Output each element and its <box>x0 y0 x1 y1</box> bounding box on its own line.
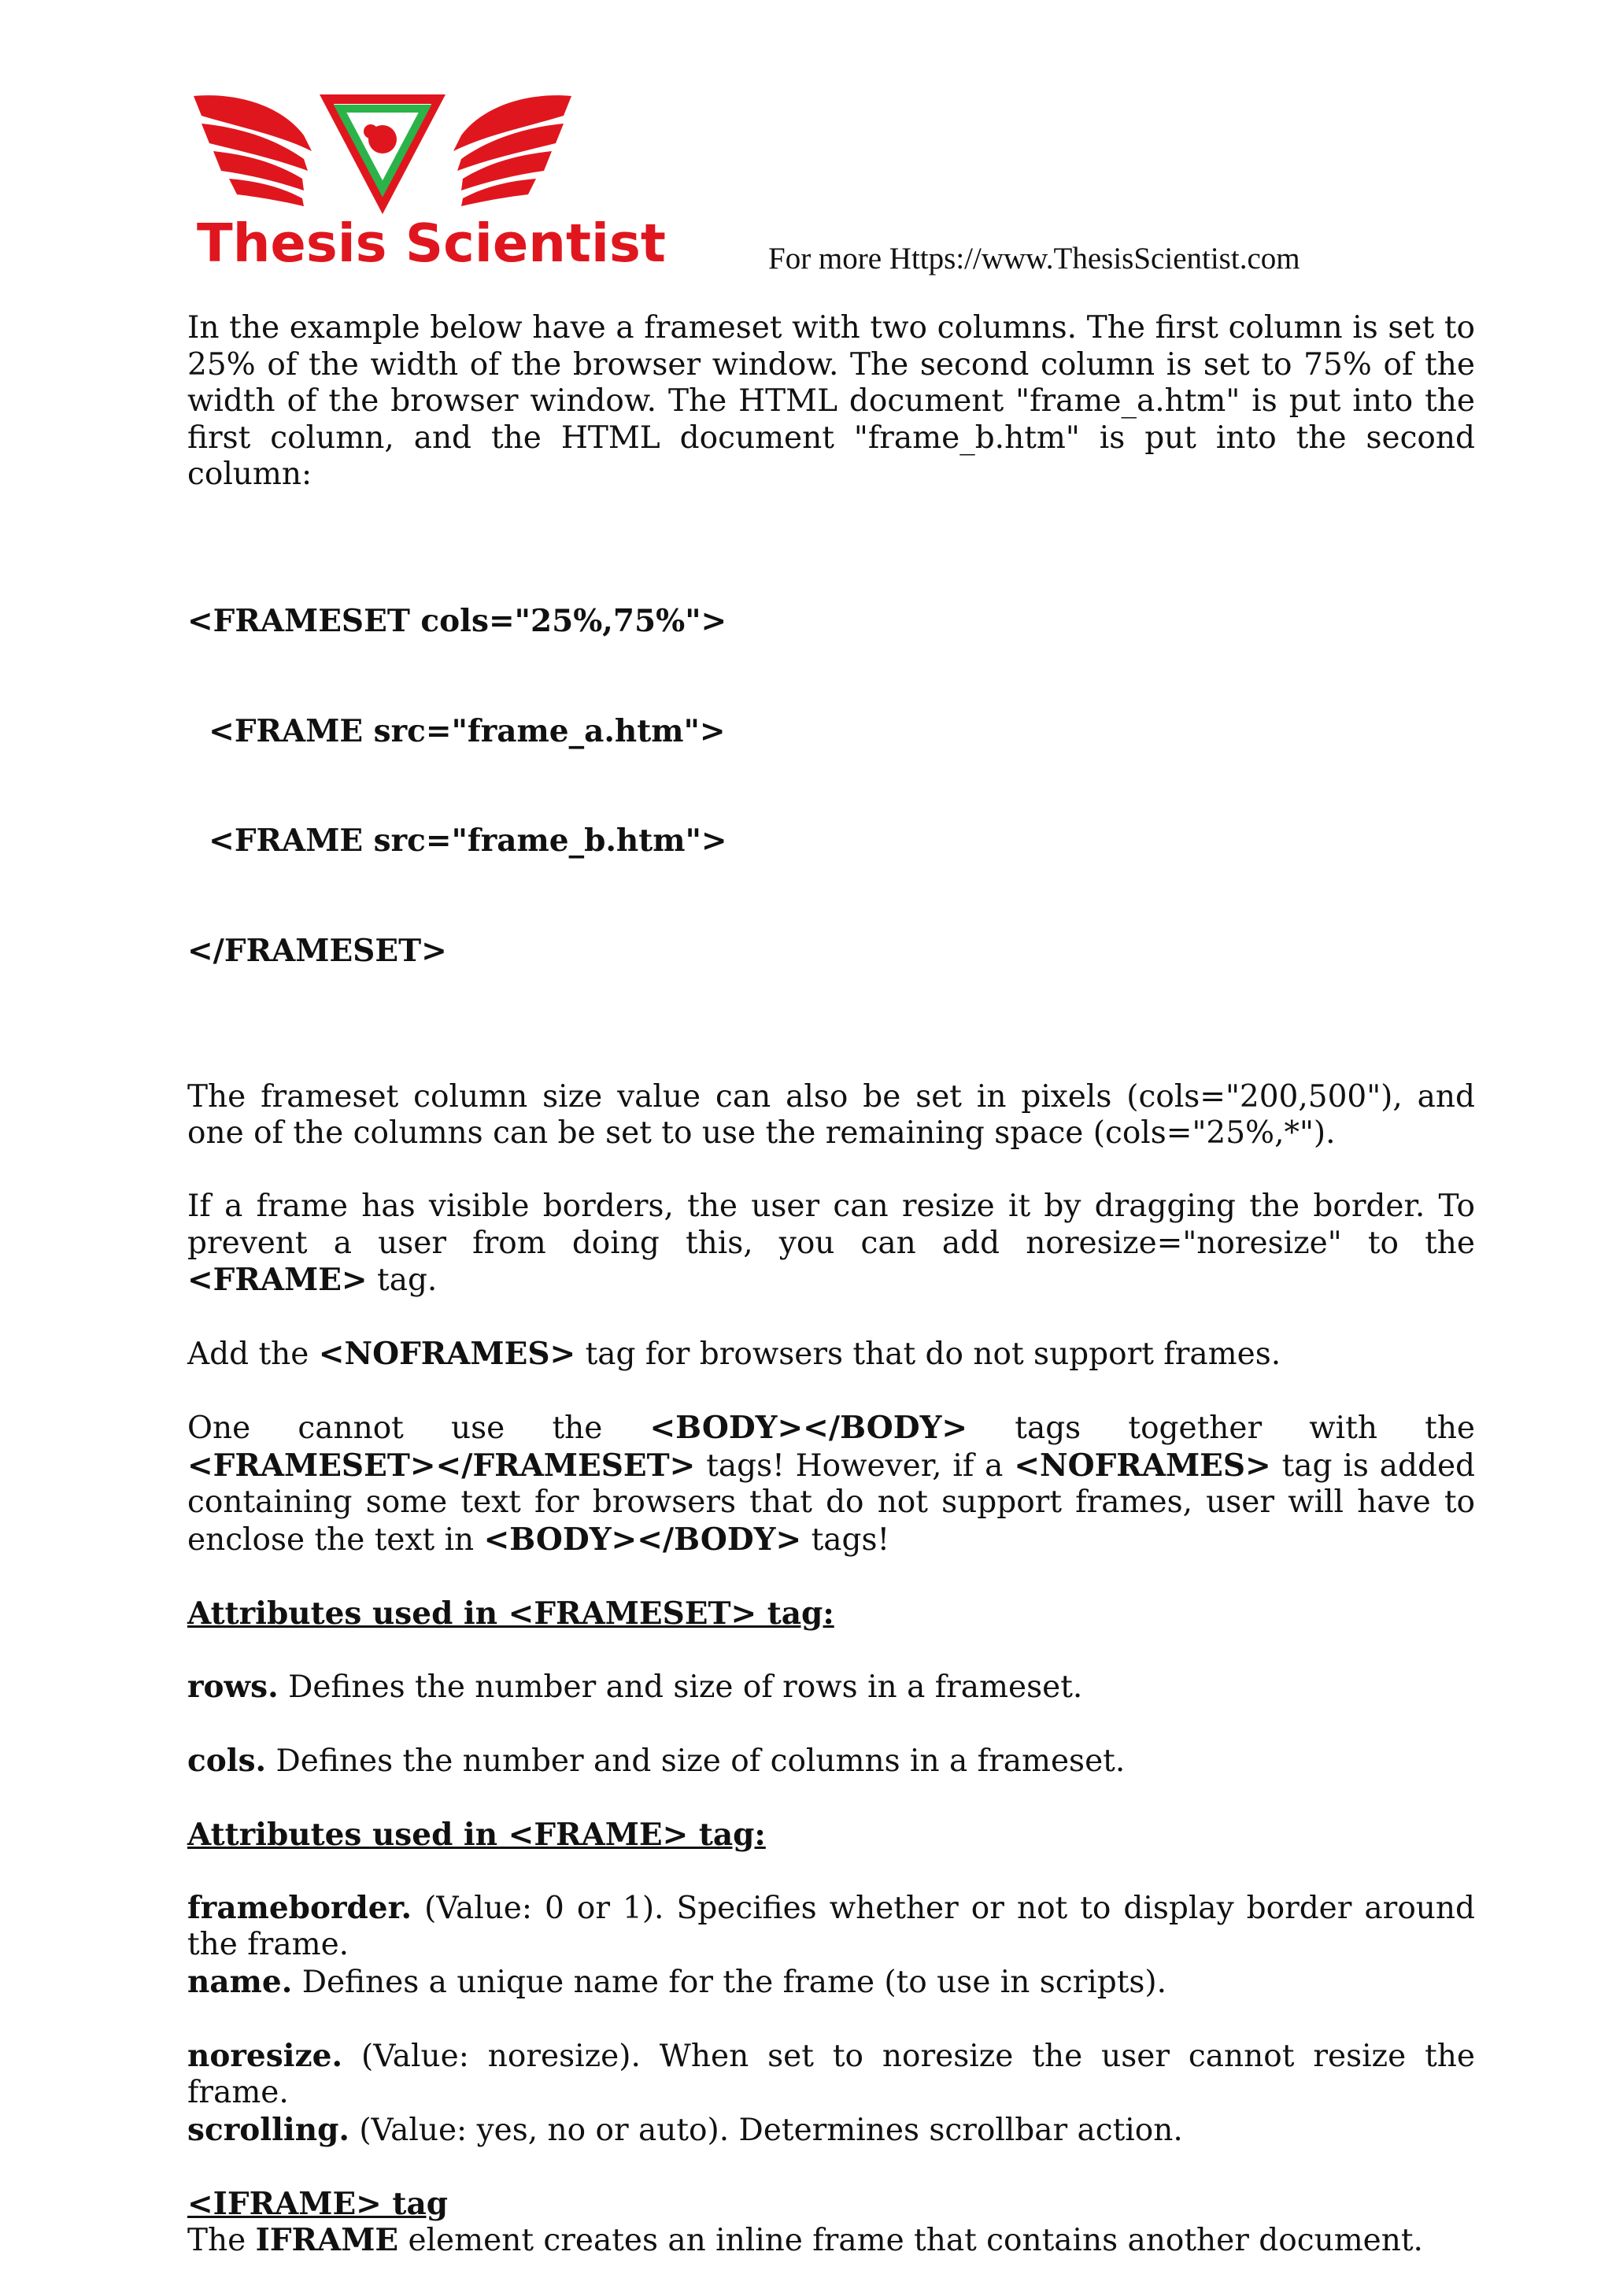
frame-attributes-group-2 <box>187 2038 1475 2150</box>
noframes-pre: Add the <box>187 1337 319 1372</box>
attr-term: rows. <box>187 1668 279 1705</box>
iframe-pre: The <box>187 2223 256 2258</box>
code-line: <FRAME src="frame_b.htm"> <box>187 823 727 859</box>
word: One <box>187 1411 251 1446</box>
attr-desc: (Value: noresize). When set to noresize the user cannot resize the frame. <box>187 2038 1475 2110</box>
iframe-post: element creates an inline frame that contains another document. <box>398 2223 1423 2258</box>
body-tag: <BODY></BODY> <box>483 1521 802 1558</box>
word: the <box>1425 1411 1476 1446</box>
attr-rows <box>187 1669 1475 1706</box>
attr-scrolling <box>187 2112 1475 2150</box>
frameset-tag: <FRAMESET></FRAMESET> <box>187 1447 696 1484</box>
logo-text: Thesis Scientist <box>197 213 666 274</box>
resize-paragraph <box>187 1189 1475 1300</box>
attr-term: frameborder. <box>187 1889 412 1926</box>
code-line: </FRAMESET> <box>187 932 447 969</box>
attr-desc: Defines a unique name for the frame (to use in scripts). <box>292 1964 1167 2000</box>
heading-iframe: <IFRAME> tag <box>187 2185 448 2222</box>
iframe-term: IFRAME <box>255 2222 399 2258</box>
body-tags-first-line <box>187 1410 1475 1447</box>
resize-tail: tag. <box>367 1263 438 1298</box>
noframes-paragraph <box>187 1336 1475 1374</box>
heading-frame-attributes: Attributes used in <FRAME> tag: <box>187 1816 766 1853</box>
body-tags-paragraph <box>187 1410 1475 1558</box>
noframes-tag: <NOFRAMES> <box>1014 1447 1271 1484</box>
attr-desc: Defines the number and size of columns in a frameset. <box>266 1743 1126 1779</box>
word: cannot <box>298 1411 404 1446</box>
attr-desc: (Value: 0 or 1). Specifies whether or not to display border around the frame. <box>187 1890 1475 1962</box>
attr-noresize <box>187 2038 1475 2112</box>
attr-desc: Defines the number and size of rows in a frameset. <box>278 1669 1083 1705</box>
site-link[interactable]: For more Https://www.ThesisScientist.com <box>768 242 1300 275</box>
attr-desc: (Value: yes, no or auto). Determines scrollbar action. <box>349 2112 1183 2148</box>
word: tags <box>1015 1411 1081 1446</box>
heading-frameset-attributes: Attributes used in <FRAMESET> tag: <box>187 1595 834 1632</box>
code-line: <FRAMESET cols="25%,75%"> <box>187 603 727 639</box>
noframes-tag: <NOFRAMES> <box>318 1336 576 1372</box>
iframe-paragraph <box>187 2222 1475 2260</box>
code-line: <FRAME src="frame_a.htm"> <box>187 712 726 749</box>
attr-cols <box>187 1743 1475 1780</box>
attr-name <box>187 1964 1475 2002</box>
body-mid2: tag is added containing some text for browsers that do not support frames, user will have to enclose the text in <box>187 1447 1475 1558</box>
resize-text: If a frame has visible borders, the user can resize it by dragging the border. To prevent a user from doing this, you can add noresize="noresize" to the <box>187 1189 1475 1261</box>
attr-frameborder <box>187 1890 1475 1964</box>
document-body <box>187 310 1475 2296</box>
word: the <box>552 1411 603 1446</box>
pixels-paragraph: The frameset column size value can also be set in pixels (cols="200,500"), and one of the columns can be set to use the remaining space (cols="25%,*"). <box>187 1078 1475 1151</box>
noframes-post: tag for browsers that do not support frames. <box>575 1337 1281 1372</box>
attr-term: cols. <box>187 1742 267 1779</box>
body-mid: tags! However, if a <box>695 1447 1015 1484</box>
frameset-code-block <box>187 530 1475 1042</box>
intro-paragraph: In the example below have a frameset with two columns. The first column is set to 25% of the width of the browser window. The second column is set to 75% of the width of the browser window. The HTML document "frame_a.htm" is put into the first column, and the HTML document "frame_b.htm" is put into the second column: <box>187 310 1475 492</box>
frame-tag: <FRAME> <box>187 1262 368 1298</box>
attr-term: scrolling. <box>187 2111 349 2148</box>
body-tag: <BODY></BODY> <box>649 1410 968 1446</box>
body-end: tags! <box>801 1521 890 1558</box>
word: with <box>1309 1411 1377 1446</box>
word: use <box>451 1411 505 1446</box>
attr-term: noresize. <box>187 2037 343 2074</box>
attr-term: name. <box>187 1963 293 2000</box>
word: together <box>1128 1411 1263 1446</box>
frame-attributes-group-1 <box>187 1890 1475 2002</box>
